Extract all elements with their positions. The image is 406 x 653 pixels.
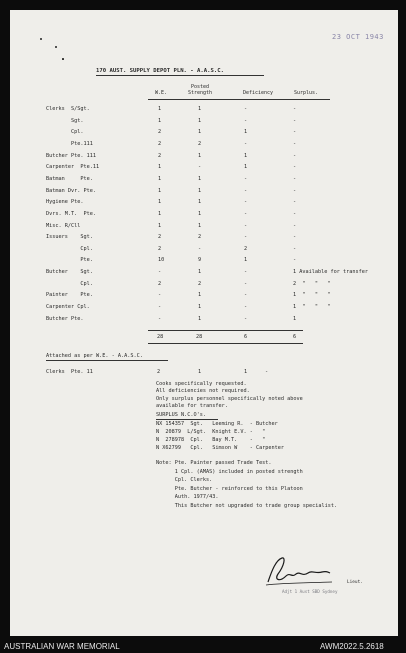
footnote-line: Cpl. Clerks. [156,477,213,484]
row-deficiency: 1 [244,129,248,136]
row-surplus: - [293,234,297,241]
row-role: Pte.111 [46,140,93,147]
row-posted: 2 [198,140,202,147]
row-posted: 1 [198,222,202,229]
footnote-line: This Butcher not upgraded to trade group specialist. [156,503,338,509]
footnote-line: Auth. 1977/43. [156,494,219,501]
row-posted: 1 [198,269,202,276]
row-surplus: - [293,152,297,159]
row-surplus: 1 [293,315,297,322]
row-surplus: 2 " " " [293,280,331,287]
totals-rule-bottom [148,343,303,344]
row-posted: - [198,245,202,252]
row-role: Misc. R/Cll [46,222,81,229]
row-we: 1 [158,164,162,171]
date-stamp: 23 OCT 1943 [332,33,384,41]
row-posted: 1 [198,175,202,182]
footnote-line: Note: Pte. Painter passed Trade Test. [156,460,272,466]
attached-we: 2 [157,369,161,375]
footer-bar [0,640,406,653]
attached-deficiency: 1 [244,369,248,375]
row-posted: 1 [198,292,202,299]
row-role: Cpl. [46,129,84,136]
row-deficiency: - [244,292,248,299]
footer-source: AUSTRALIAN WAR MEMORIAL [4,642,120,651]
signature-caption: Adjt 1 Aust SBD Sydney [282,589,338,594]
row-we: - [158,315,162,322]
row-role: Sgt. [46,117,84,124]
row-deficiency: - [244,304,248,311]
row-surplus: - [293,106,297,112]
total-posted: 28 [196,334,203,340]
row-deficiency: - [244,199,248,206]
row-we: 2 [158,140,162,147]
row-we: 2 [158,245,162,252]
row-posted: 1 [198,199,202,206]
row-surplus: - [293,199,297,206]
row-role: Batman Pte. [46,175,93,182]
row-surplus: - [293,117,297,124]
row-posted: 2 [198,280,202,287]
note-line: available for transfer. [156,402,228,409]
header-underline [148,99,330,100]
col-header-we: W.E. [154,90,168,96]
row-deficiency: 2 [244,245,248,252]
row-posted: 1 [198,129,202,136]
surplus-line: N 278978 Cpl. Bay M.T. - " [156,437,266,443]
row-deficiency: 1 [244,257,248,264]
signature-suffix: Lieut. [347,580,363,585]
footnote-line: Pte. Butcher - reinforced to this Platoon [156,485,303,492]
row-posted: 1 [198,304,202,311]
row-surplus: - [293,257,297,264]
row-role: Butcher Pte. 111 [46,152,96,159]
row-deficiency: 1 [244,164,248,171]
row-posted: 9 [198,257,202,264]
row-deficiency: 1 [244,152,248,159]
total-surplus: 6 [293,334,297,340]
row-role: Carpenter Cpl. [46,304,90,311]
row-role: Cpl. [46,245,93,252]
note-line: All deficiencies not required. [156,388,250,395]
row-role: Issuers Sgt. [46,234,93,241]
row-deficiency: - [244,234,248,241]
attached-posted: 1 [198,369,202,375]
row-role: Clerks S/Sgt. [46,106,90,112]
row-posted: 1 [198,152,202,159]
footer-accession: AWM2022.5.2618 [320,642,384,651]
row-surplus: - [293,164,297,171]
ink-mark [40,38,42,40]
row-surplus: - [293,222,297,229]
row-role: Batman Dvr. Pte. [46,187,96,194]
row-surplus: - [293,210,297,217]
row-surplus: - [293,245,297,252]
row-we: 1 [158,106,162,112]
signature-mark [262,552,342,590]
attached-role: Clerks Pte. 11 [46,369,93,375]
row-posted: 1 [198,315,202,322]
surplus-line: NX 154357 Sgt. Leeming R. - Butcher [156,421,278,427]
row-role: Butcher Pte. [46,315,84,322]
row-deficiency: - [244,187,248,194]
col-header-posted: Posted Strength [187,84,213,96]
row-surplus: 1 " " " [293,304,331,311]
row-posted: 2 [198,234,202,241]
attached-heading: Attached as per W.E. - A.A.S.C. [46,353,143,359]
note-line: Only surplus personnel specifically noted above [156,395,303,402]
surplus-heading-underline [156,419,218,420]
row-we: - [158,292,162,299]
ink-mark [62,58,64,60]
row-we: - [158,304,162,311]
footnote-line: 1 Cpl. (AMAS) included in posted strength [156,468,303,475]
row-surplus: 1 " " " [293,292,331,299]
row-we: 1 [158,175,162,182]
row-we: 2 [158,152,162,159]
row-role: Dvrs. M.T. Pte. [46,210,96,217]
surplus-heading: SURPLUS N.C.O's. [156,412,206,418]
row-deficiency: - [244,315,248,322]
row-surplus: 1 Available for transfer [293,269,368,276]
row-we: 10 [158,257,165,264]
row-we: 2 [158,129,162,136]
row-surplus: - [293,140,297,147]
row-role: Butcher Sgt. [46,269,93,276]
row-surplus: - [293,129,297,136]
col-header-surplus: Surplus. [293,90,319,96]
row-deficiency: - [244,140,248,147]
row-we: 2 [158,280,162,287]
row-we: 1 [158,187,162,194]
document-page [10,10,398,636]
row-we: 1 [158,210,162,217]
row-deficiency: - [244,175,248,182]
row-we: 2 [158,234,162,241]
row-posted: - [198,164,202,171]
attached-underline [46,360,168,361]
row-deficiency: - [244,106,248,112]
row-deficiency: - [244,117,248,124]
row-role: Hygiene Pte. [46,199,84,206]
row-posted: 1 [198,210,202,217]
row-we: - [158,269,162,276]
surplus-line: N 20879 L/Sgt. Knight E.V. - " [156,429,266,435]
col-header-deficiency: Deficiency [242,90,274,96]
row-role: Pte. [46,257,93,264]
row-surplus: - [293,175,297,182]
title-underline [96,75,264,76]
totals-rule-top [148,330,303,331]
row-posted: 1 [198,187,202,194]
row-role: Painter Pte. [46,292,93,299]
row-we: 1 [158,117,162,124]
row-deficiency: - [244,280,248,287]
row-posted: 1 [198,117,202,124]
row-surplus: - [293,187,297,194]
total-deficiency: 6 [244,334,248,340]
surplus-line: N X62799 Cpl. Simson W - Carpenter [156,445,285,451]
row-deficiency: - [244,222,248,229]
row-posted: 1 [198,106,202,112]
total-we: 28 [157,334,164,340]
row-role: Cpl. [46,280,93,287]
row-deficiency: - [244,269,248,276]
row-deficiency: - [244,210,248,217]
note-line: Cooks specifically requested. [156,381,247,387]
row-we: 1 [158,199,162,206]
attached-surplus: - [265,369,269,375]
document-title: 170 AUST. SUPPLY DEPOT PLN. - A.A.S.C. [96,68,224,74]
row-role: Carpenter Pte.11 [46,164,100,171]
row-we: 1 [158,222,162,229]
ink-mark [55,46,57,48]
